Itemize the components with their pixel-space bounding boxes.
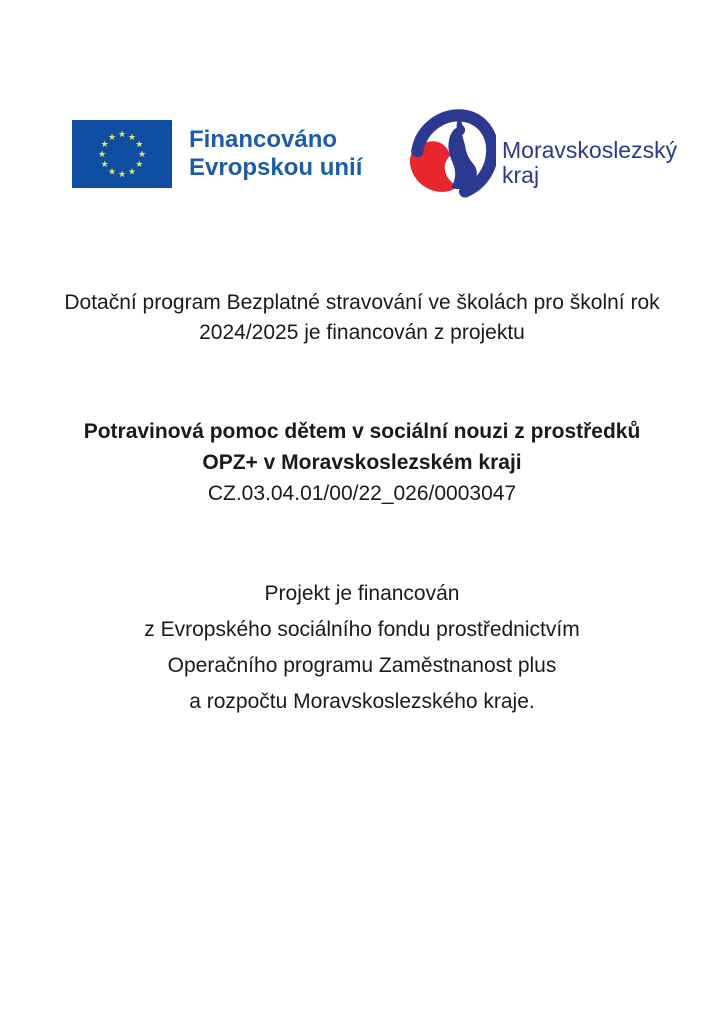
msk-region-label-line2: kraj <box>502 162 540 188</box>
svg-text:★: ★ <box>107 167 117 178</box>
funding-line2: z Evropského sociálního fondu prostřednictvím <box>144 618 580 641</box>
svg-text:★: ★ <box>135 160 144 171</box>
intro-paragraph <box>0 288 724 348</box>
eu-funding-label <box>189 126 362 182</box>
eu-flag-icon <box>72 120 172 188</box>
eu-funding-label-line2: Evropskou unií <box>189 154 363 181</box>
eu-funding-logo <box>72 120 362 188</box>
funding-statement <box>0 576 724 720</box>
eu-funding-label-line1: Financováno <box>189 126 338 153</box>
svg-text:★: ★ <box>117 130 127 141</box>
intro-line2: 2024/2025 je financován z projektu <box>199 321 525 344</box>
funding-line3: Operačního programu Zaměstnanost plus <box>167 654 557 677</box>
msk-region-logo <box>406 104 677 202</box>
intro-line1: Dotační program Bezplatné stravování ve školách pro školní rok <box>64 291 660 314</box>
project-title-block <box>0 416 724 509</box>
svg-text:★: ★ <box>127 132 137 143</box>
svg-text:★: ★ <box>127 167 137 178</box>
svg-text:★: ★ <box>100 160 109 171</box>
svg-text:★: ★ <box>100 140 109 151</box>
project-title-line2: OPZ+ v Moravskoslezském kraji <box>202 451 522 474</box>
svg-text:★: ★ <box>135 140 144 151</box>
svg-text:★: ★ <box>117 170 127 181</box>
funding-line4: a rozpočtu Moravskoslezského kraje. <box>189 690 535 713</box>
msk-region-label-line1: Moravskoslezský <box>502 137 678 163</box>
msk-region-label <box>502 138 677 188</box>
svg-text:★: ★ <box>107 132 117 143</box>
project-title-line1: Potravinová pomoc dětem v sociální nouzi z prostředků <box>83 420 641 443</box>
project-code: CZ.03.04.01/00/22_026/0003047 <box>207 482 517 505</box>
svg-text:★: ★ <box>137 150 147 161</box>
msk-emblem-icon <box>406 104 496 202</box>
svg-text:★: ★ <box>97 150 107 161</box>
funding-line1: Projekt je financován <box>264 582 460 605</box>
